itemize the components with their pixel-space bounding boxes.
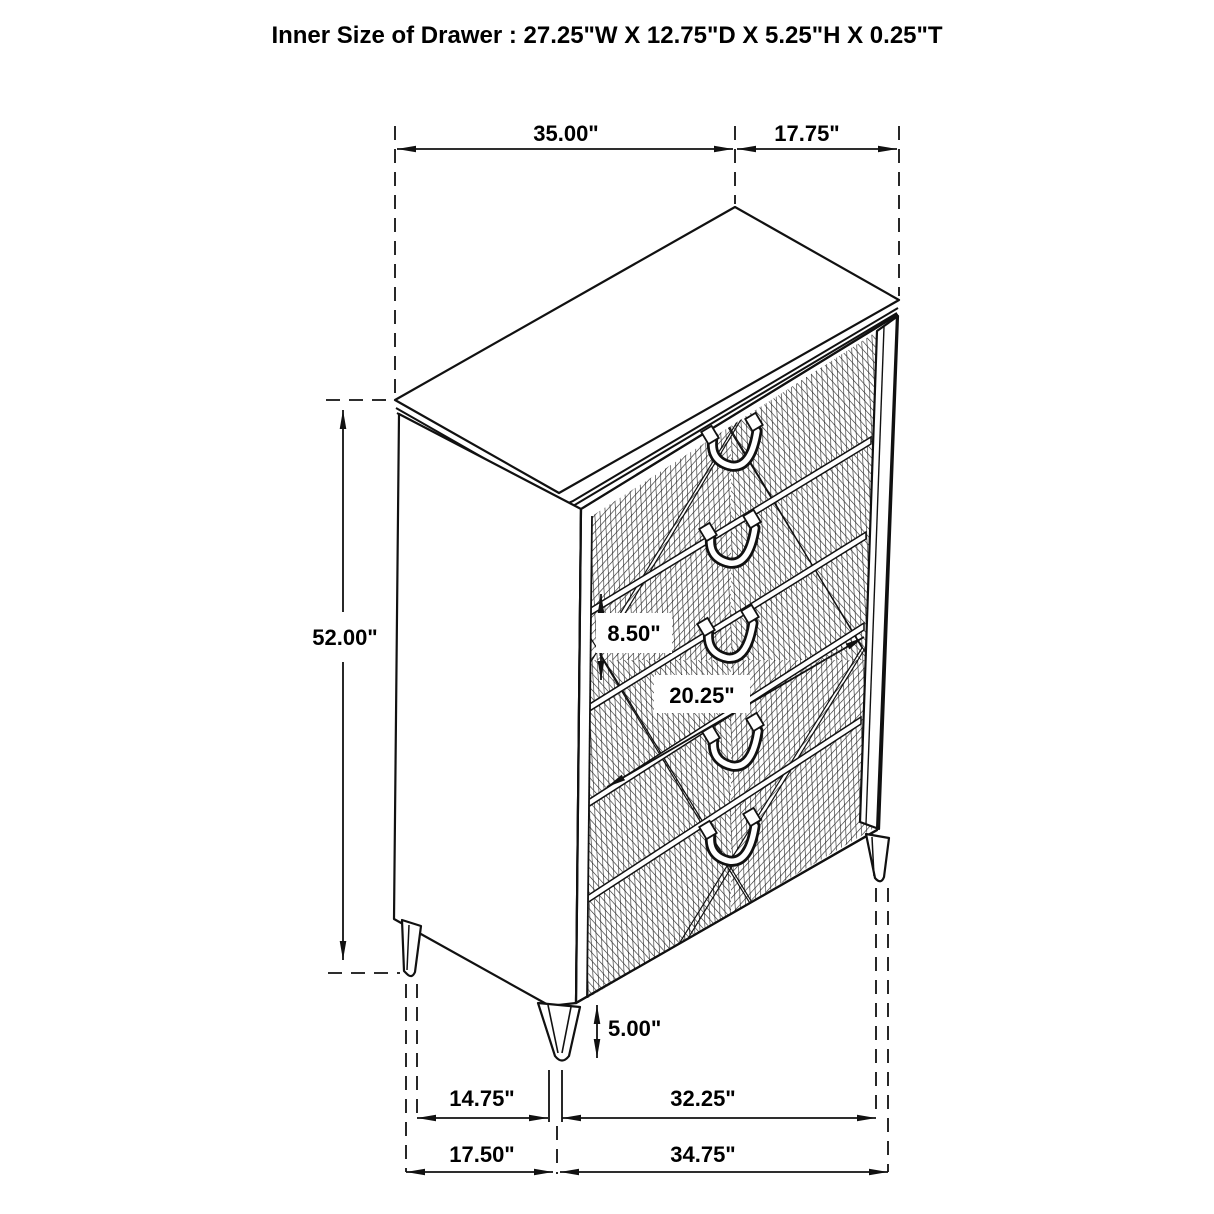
dim-label-base-inner-width: 32.25": [670, 1086, 736, 1111]
diagram-title: Inner Size of Drawer : 27.25"W X 12.75"D X 5.25"H X 0.25"T: [271, 22, 943, 49]
back-left-leg: [402, 920, 421, 976]
dim-label-leg-height: 5.00": [608, 1016, 662, 1041]
dim-label-top-depth: 17.75": [774, 121, 840, 146]
dim-label-base-outer-depth: 17.50": [449, 1142, 515, 1167]
front-leg: [538, 1003, 580, 1061]
dim-label-overall-height: 52.00": [312, 625, 378, 650]
dim-label-drawer-height: 8.50": [607, 621, 661, 646]
chest-side-panel: [394, 414, 581, 1006]
dim-label-drawer-width: 20.25": [669, 683, 735, 708]
back-right-leg: [866, 834, 889, 881]
dim-label-base-outer-width: 34.75": [670, 1142, 736, 1167]
dim-label-base-inner-depth: 14.75": [449, 1086, 515, 1111]
dim-label-top-width: 35.00": [533, 121, 599, 146]
